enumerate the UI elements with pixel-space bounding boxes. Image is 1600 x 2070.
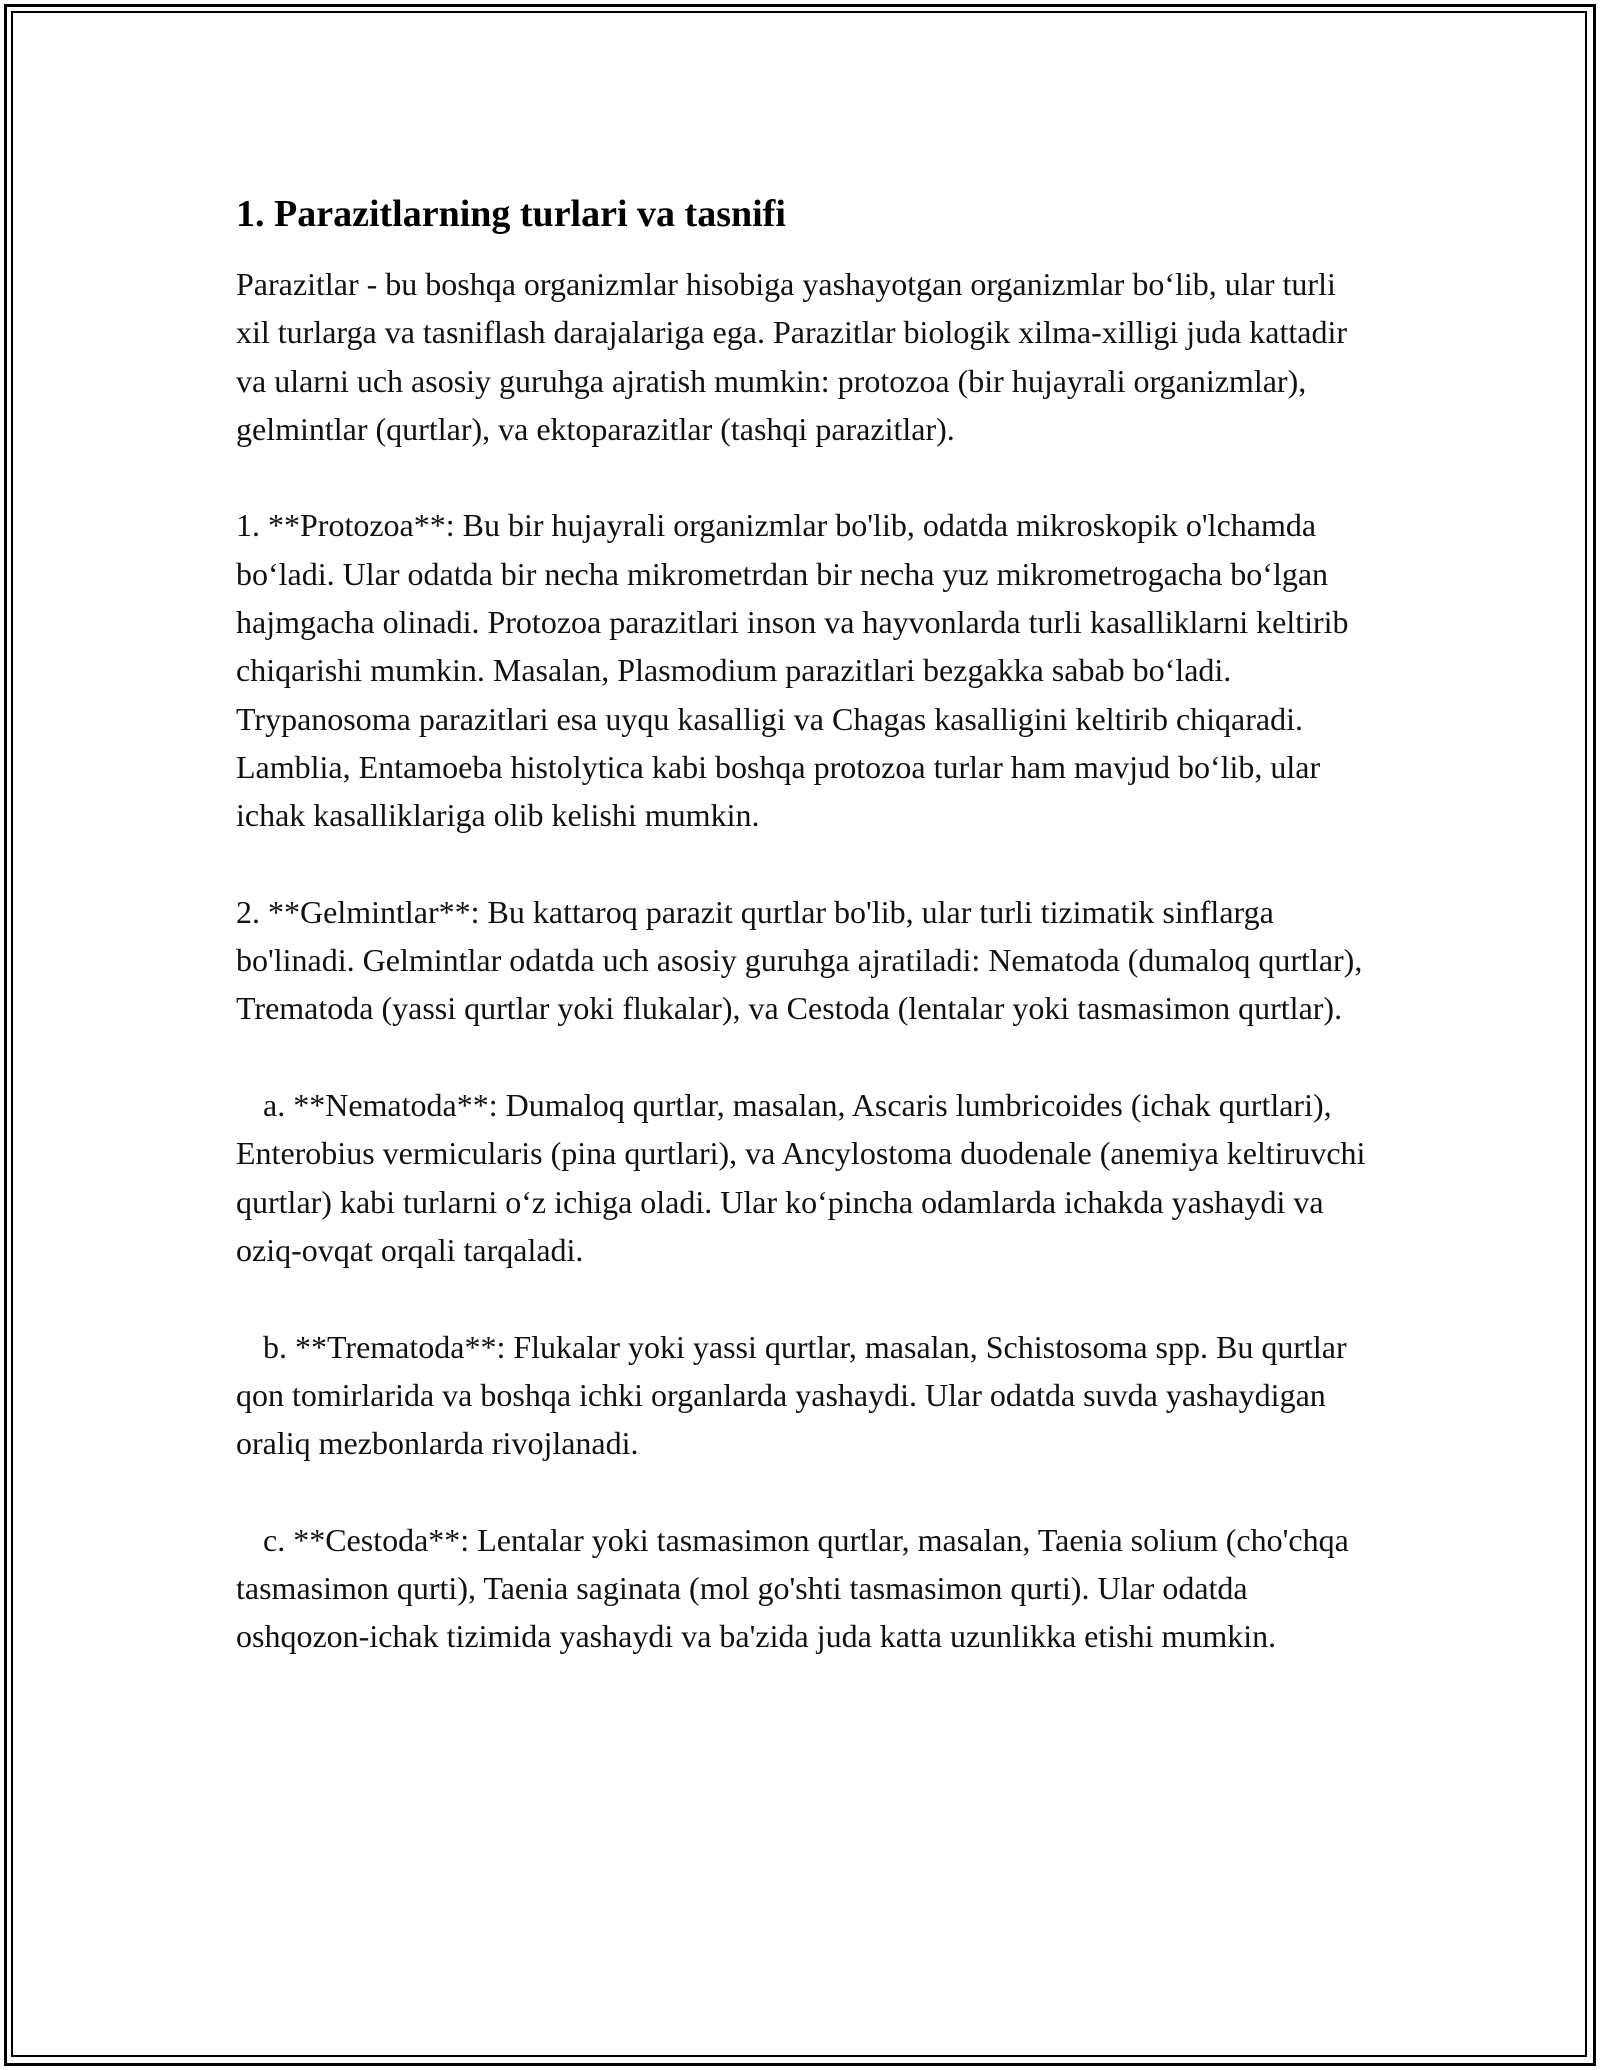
trematoda-paragraph: b. **Trematoda**: Flukalar yoki yassi qurtlar, masalan, Schistosoma spp. Bu qurtlar qon tomirlarida va boshqa ichki organlarda yashaydi. Ular odatda suvda yashaydigan oraliq mezbonlarda rivojlanadi.	[236, 1328, 1355, 1462]
section-heading: 1. Parazitlarning turlari va tasnifi	[236, 193, 786, 235]
gelmintlar-paragraph: 2. **Gelmintlar**: Bu kattaroq parazit qurtlar bo'lib, ular turli tizimatik sinflarga bo'linadi. Gelmintlar odatda uch asosiy guruhga ajratiladi: Nematoda (dumaloq qurtlar), Trematoda (yassi qurtlar yoki flukalar), va Cestoda (lentalar yoki tasmasimon qurtlar).	[236, 893, 1370, 1027]
cestoda-paragraph: c. **Cestoda**: Lentalar yoki tasmasimon qurtlar, masalan, Taenia solium (cho'chqa tasmasimon qurti), Taenia saginata (mol go'shti tasmasimon qurti). Ular odatda oshqozon-ichak tizimida yashaydi va ba'zida juda katta uzunlikka etishi mumkin.	[236, 1521, 1357, 1655]
nematoda-paragraph: a. **Nematoda**: Dumaloq qurtlar, masalan, Ascaris lumbricoides (ichak qurtlari), Enterobius vermicularis (pina qurtlari), va Ancylostoma duodenale (anemiya keltiruvchi qurtlar) kabi turlarni o‘z ichiga oladi. Ular ko‘pincha odamlarda ichakda yashaydi va oziq-ovqat orqali tarqaladi.	[236, 1087, 1374, 1268]
document-body	[236, 186, 1376, 1709]
intro-paragraph: Parazitlar - bu boshqa organizmlar hisobiga yashayotgan organizmlar bo‘lib, ular turli xil turlarga va tasniflash darajalariga ega. Parazitlar biologik xilma-xilligi juda kattadir va ularni uch asosiy guruhga ajratish mumkin: protozoa (bir hujayrali organizmlar), gelmintlar (qurtlar), va ektoparazitlar (tashqi parazitlar).	[236, 266, 1356, 447]
protozoa-paragraph: 1. **Protozoa**: Bu bir hujayrali organizmlar bo'lib, odatda mikroskopik o'lchamda bo‘ladi. Ular odatda bir necha mikrometrdan bir necha yuz mikrometrogacha bo‘lgan hajmgacha olinadi. Protozoa parazitlari inson va hayvonlarda turli kasalliklarni keltirib chiqarishi mumkin. Masalan, Plasmodium parazitlari bezgakka sabab bo‘ladi. Trypanosoma parazitlari esa uyqu kasalligi va Chagas kasalligini keltirib chiqaradi. Lamblia, Entamoeba histolytica kabi boshqa protozoa turlar ham mavjud bo‘lib, ular ichak kasalliklariga olib kelishi mumkin.	[236, 507, 1357, 834]
